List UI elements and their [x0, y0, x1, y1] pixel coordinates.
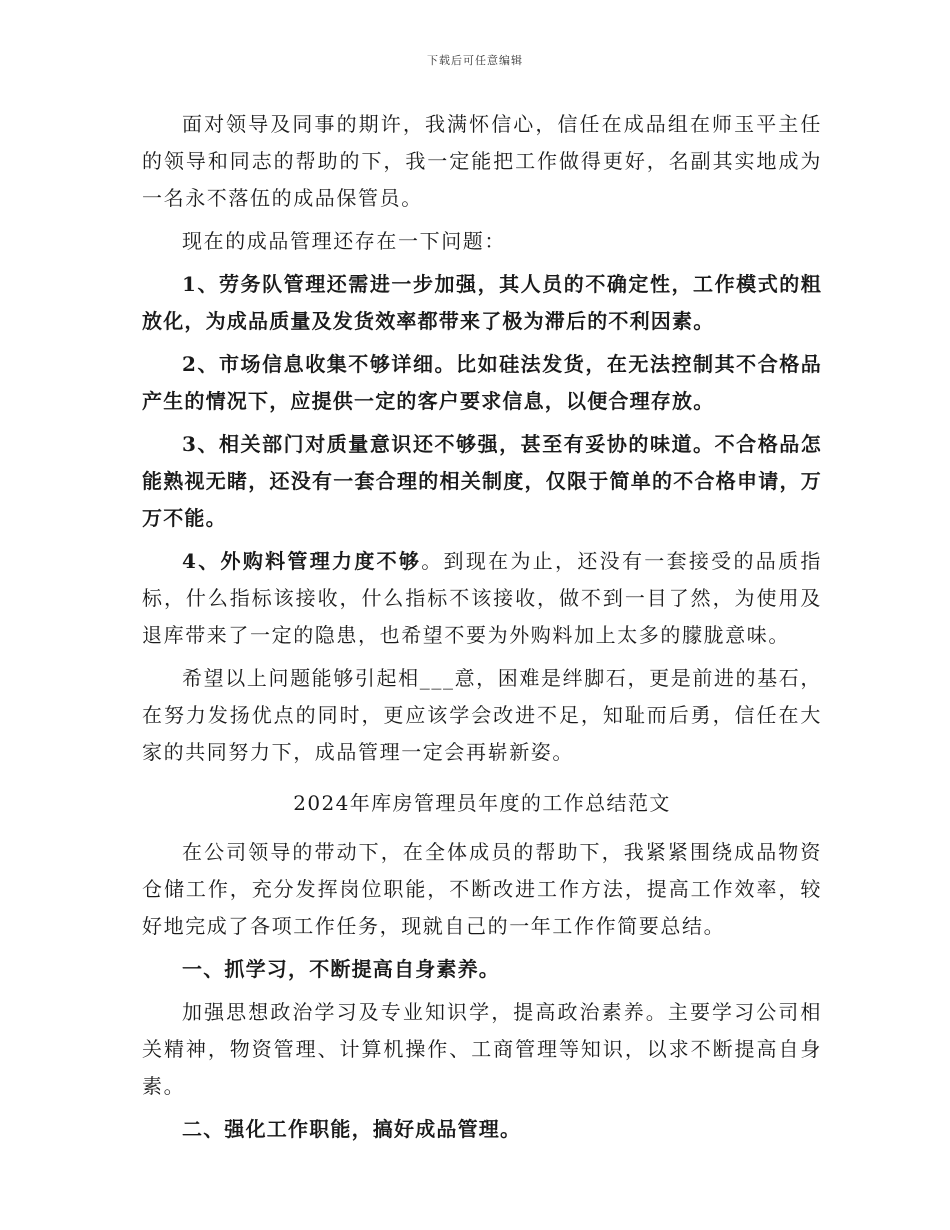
paragraph-2: 现在的成品管理还存在一下问题： — [182, 229, 506, 253]
paragraph-1: 面对领导及同事的期许，我满怀信心，信任在成品组在师玉平主任的领导和同志的帮助的下，我一定能把工作做得更好，名副其实地成为一名永不落伍的成品保管员。 — [142, 112, 822, 210]
issue-2: 2、市场信息收集不够详细。比如硅法发货，在无法控制其不合格品产生的情况下，应提供一定的客户要求信息，以便合理存放。 — [142, 352, 822, 413]
paragraph-closing: 希望以上问题能够引起相___意，困难是绊脚石，更是前进的基石，在努力发扬优点的同时，更应该学会改进不足，知耻而后勇，信任在大家的共同努力下，成品管理一定会再崭新姿。 — [142, 666, 822, 764]
issue-4-heading: 4、外购料管理力度不够 — [182, 549, 422, 573]
paragraph-study: 加强思想政治学习及专业知识学，提高政治素养。主要学习公司相关精神，物资管理、计算机操作、工商管理等知识，以求不断提高自身素。 — [142, 1000, 822, 1098]
issue-4 — [142, 543, 822, 654]
heading-2: 二、强化工作职能，搞好成品管理。 — [182, 1117, 522, 1141]
issue-1: 1、劳务队管理还需进一步加强，其人员的不确定性，工作模式的粗放化，为成品质量及发货效率都带来了极为滞后的不利因素。 — [142, 272, 822, 333]
section-title: 2024年库房管理员年度的工作总结范文 — [293, 791, 671, 815]
issue-4-text: 。到现在为止，还没有一套接受的品质指标，什么指标该接收，什么指标不该接收，做不到一目了然，为使用及退库带来了一定的隐患，也希望不要为外购料加上太多的朦胧意味。 — [142, 549, 822, 647]
page-header: 下载后可任意编辑 — [427, 54, 523, 67]
issue-3: 3、相关部门对质量意识还不够强，甚至有妥协的味道。不合格品怎能熟视无睹，还没有一套合理的相关制度，仅限于简单的不合格申请，万万不能。 — [142, 432, 822, 530]
paragraph-intro: 在公司领导的带动下，在全体成员的帮助下，我紧紧围绕成品物资仓储工作，充分发挥岗位职能，不断改进工作方法，提高工作效率，较好地完成了各项工作任务，现就自己的一年工作作简要总结。 — [142, 840, 822, 938]
heading-1: 一、抓学习，不断提高自身素养。 — [182, 957, 500, 981]
document-body — [142, 106, 822, 1148]
